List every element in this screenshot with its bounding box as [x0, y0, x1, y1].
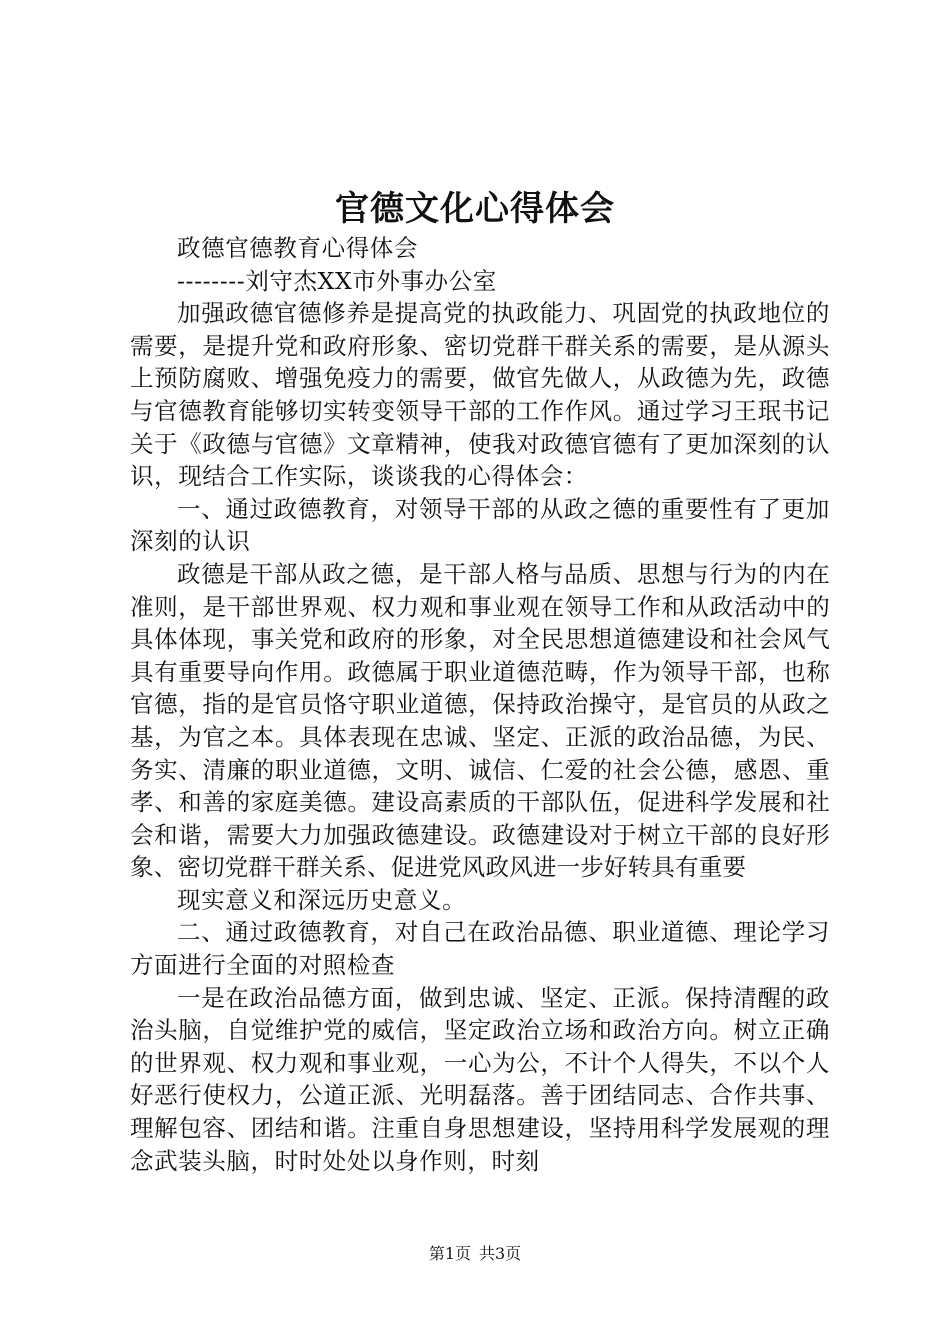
body-paragraph: 政德是干部从政之德，是干部人格与品质、思想与行为的内在准则，是干部世界观、权力观和事业观在领导工作和从政活动中的具体体现，事关党和政府的形象，对全民思想道德建设和社会风气具有重要导向作用。政德属于职业道德范畴，作为领导干部，也称官德，指的是官员恪守职业道德，保持政治操守，是官员的从政之基，为官之本。具体表现在忠诚、坚定、正派的政治品德，为民、务实、清廉的职业道德，文明、诚信、仁爱的社会公德，感恩、重孝、和善的家庭美德。建设高素质的干部队伍，促进科学发展和社会和谐，需要大力加强政德建设。政德建设对于树立干部的良好形象、密切党群干群关系、促进党风政风进一步好转具有重要	[130, 559, 830, 882]
section-heading: 二、通过政德教育，对自己在政治品德、职业道德、理论学习方面进行全面的对照检查	[130, 918, 830, 980]
body-paragraph: 一是在政治品德方面，做到忠诚、坚定、正派。保持清醒的政治头脑，自觉维护党的威信，坚定政治立场和政治方向。树立正确的世界观、权力观和事业观，一心为公，不计个人得失，不以个人好恶行使权力，公道正派、光明磊落。善于团结同志、合作共事、理解包容、团结和谐。注重自身思想建设，坚持用科学发展观的理念武装头脑，时时处处以身作则，时刻	[130, 983, 830, 1175]
section-heading: 一、通过政德教育，对领导干部的从政之德的重要性有了更加深刻的认识	[130, 494, 830, 556]
page-total: 共3页	[479, 1244, 522, 1263]
page-footer	[0, 1244, 950, 1264]
page-number: 第1页	[428, 1244, 471, 1263]
body-paragraph: 加强政德官德修养是提高党的执政能力、巩固党的执政地位的需要，是提升党和政府形象、密切党群干群关系的需要，是从源头上预防腐败、增强免疫力的需要，做官先做人，从政德为先，政德与官德教育能够切实转变领导干部的工作作风。通过学习王珉书记关于《政德与官德》文章精神，使我对政德官德有了更加深刻的认识，现结合工作实际，谈谈我的心得体会：	[130, 299, 830, 491]
document-body	[130, 232, 830, 1177]
document-title: 官德文化心得体会	[335, 189, 615, 229]
subtitle: 政德官德教育心得体会	[177, 234, 418, 262]
author-line: --------刘守杰XX市外事办公室	[177, 266, 497, 295]
body-paragraph: 现实意义和深远历史意义。	[177, 885, 467, 914]
